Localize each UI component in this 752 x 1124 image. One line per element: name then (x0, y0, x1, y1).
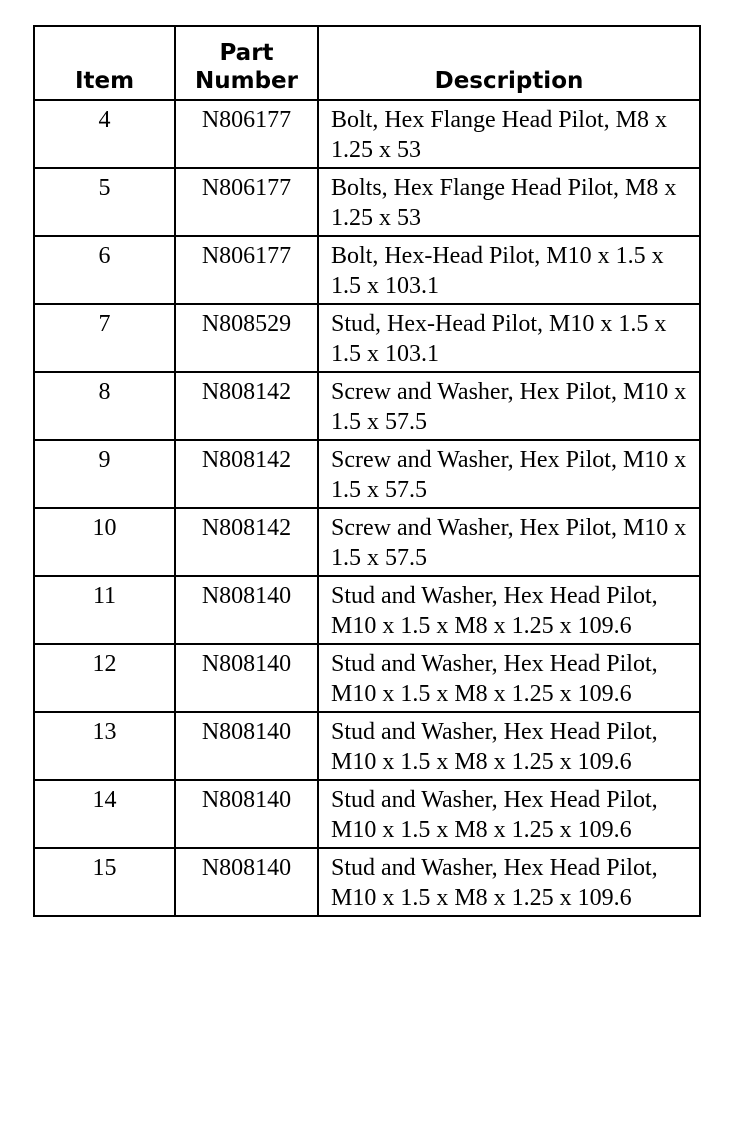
cell-description: Bolt, Hex-Head Pilot, M10 x 1.5 x 1.5 x 103.1 (318, 236, 700, 304)
cell-item: 10 (34, 508, 175, 576)
cell-item: 12 (34, 644, 175, 712)
cell-description: Stud and Washer, Hex Head Pilot, M10 x 1.5 x M8 x 1.25 x 109.6 (318, 576, 700, 644)
cell-description: Stud and Washer, Hex Head Pilot, M10 x 1.5 x M8 x 1.25 x 109.6 (318, 712, 700, 780)
cell-part-number: N808140 (175, 712, 318, 780)
cell-part-number: N806177 (175, 168, 318, 236)
header-item: Item (34, 26, 175, 100)
header-part-number (175, 26, 318, 100)
cell-description: Bolt, Hex Flange Head Pilot, M8 x 1.25 x 53 (318, 100, 700, 168)
cell-part-number: N808140 (175, 848, 318, 916)
table-row (34, 168, 700, 236)
header-part-number-line1: Part (219, 40, 274, 66)
cell-part-number: N808140 (175, 780, 318, 848)
table-row (34, 440, 700, 508)
cell-item: 6 (34, 236, 175, 304)
table-body (34, 100, 700, 916)
table-row (34, 848, 700, 916)
cell-item: 9 (34, 440, 175, 508)
table-row (34, 576, 700, 644)
cell-item: 8 (34, 372, 175, 440)
table-row (34, 712, 700, 780)
cell-item: 7 (34, 304, 175, 372)
cell-part-number: N808142 (175, 440, 318, 508)
table-row (34, 372, 700, 440)
header-part-number-line2: Number (195, 68, 298, 94)
parts-table (33, 25, 701, 917)
cell-item: 15 (34, 848, 175, 916)
cell-item: 4 (34, 100, 175, 168)
cell-description: Screw and Washer, Hex Pilot, M10 x 1.5 x 57.5 (318, 440, 700, 508)
cell-description: Stud, Hex-Head Pilot, M10 x 1.5 x 1.5 x 103.1 (318, 304, 700, 372)
cell-description: Bolts, Hex Flange Head Pilot, M8 x 1.25 x 53 (318, 168, 700, 236)
header-description: Description (318, 26, 700, 100)
cell-item: 11 (34, 576, 175, 644)
cell-description: Stud and Washer, Hex Head Pilot, M10 x 1.5 x M8 x 1.25 x 109.6 (318, 848, 700, 916)
table-header (34, 26, 700, 100)
cell-part-number: N806177 (175, 236, 318, 304)
cell-part-number: N808140 (175, 576, 318, 644)
table-row (34, 508, 700, 576)
table-row (34, 100, 700, 168)
cell-part-number: N808142 (175, 508, 318, 576)
table-row (34, 236, 700, 304)
cell-part-number: N806177 (175, 100, 318, 168)
table-row (34, 304, 700, 372)
cell-description: Stud and Washer, Hex Head Pilot, M10 x 1.5 x M8 x 1.25 x 109.6 (318, 780, 700, 848)
header-row (34, 26, 700, 100)
cell-part-number: N808529 (175, 304, 318, 372)
cell-description: Screw and Washer, Hex Pilot, M10 x 1.5 x 57.5 (318, 372, 700, 440)
table-row (34, 644, 700, 712)
cell-item: 14 (34, 780, 175, 848)
cell-description: Screw and Washer, Hex Pilot, M10 x 1.5 x 57.5 (318, 508, 700, 576)
cell-part-number: N808140 (175, 644, 318, 712)
cell-item: 5 (34, 168, 175, 236)
cell-item: 13 (34, 712, 175, 780)
table-row (34, 780, 700, 848)
cell-description: Stud and Washer, Hex Head Pilot, M10 x 1.5 x M8 x 1.25 x 109.6 (318, 644, 700, 712)
cell-part-number: N808142 (175, 372, 318, 440)
